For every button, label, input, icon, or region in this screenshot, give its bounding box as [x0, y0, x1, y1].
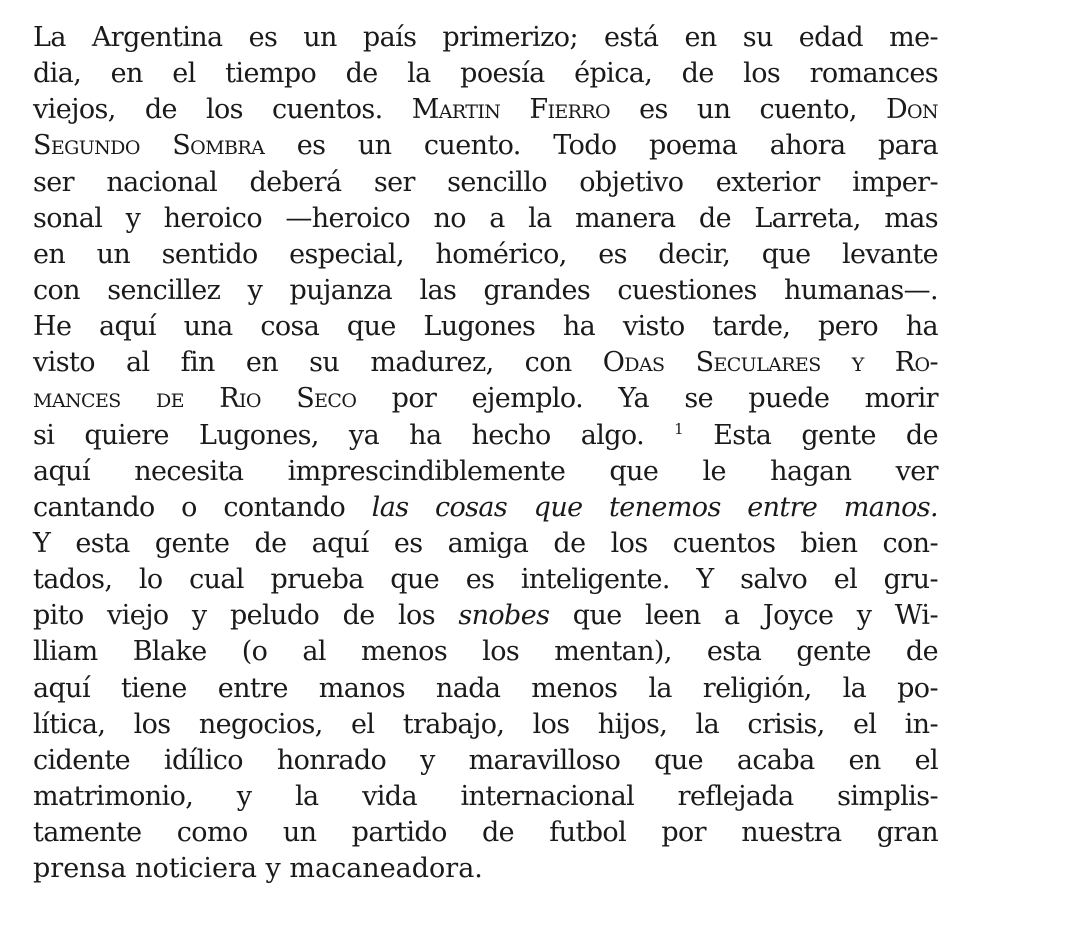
text-run: lítica, los negocios, el trabajo, los hijos, la crisis, el in-: [33, 708, 938, 740]
text-run: aquí tiene entre manos nada menos la religión, la po-: [33, 672, 938, 704]
text-run: La Argentina es un país primerizo; está en su edad me-: [33, 22, 938, 53]
small-caps-title: Segundo Sombra: [33, 130, 265, 162]
text-run: sonal y heroico —heroico no a la manera de Larreta, mas: [33, 202, 938, 234]
text-run: Y esta gente de aquí es amiga de los cuentos bien con-: [33, 527, 938, 559]
text-line: [33, 562, 938, 598]
footnote-marker: 1: [674, 419, 684, 438]
text-line: [33, 92, 938, 128]
text-run: en un sentido especial, homérico, es decir, que levante: [33, 238, 938, 270]
text-line: [33, 779, 938, 815]
text-run: prensa noticiera y macaneadora.: [33, 853, 483, 885]
text-line: [33, 56, 938, 92]
text-run: viejos, de los cuentos.: [33, 94, 412, 126]
body-paragraph: [33, 20, 938, 887]
text-line: [33, 851, 938, 887]
small-caps-title: Don: [885, 94, 938, 126]
text-run: pito viejo y peludo de los: [33, 600, 459, 632]
text-run: cidente idílico honrado y maravilloso que acaba en el: [33, 744, 938, 776]
italic-emphasis: las cosas que tenemos entre manos.: [371, 491, 938, 523]
text-run: es un cuento,: [610, 94, 886, 126]
text-line: [33, 671, 938, 707]
text-run: tamente como un partido de futbol por nuestra gran: [33, 817, 938, 849]
text-run: matrimonio, y la vida internacional reflejada simplis-: [33, 780, 938, 812]
text-run: si quiere Lugones, ya ha hecho algo.: [33, 419, 675, 451]
text-line: [33, 201, 938, 237]
text-line: [33, 309, 938, 345]
text-run: cantando o contando: [33, 491, 372, 523]
text-line: [33, 128, 938, 164]
text-run: por ejemplo. Ya se puede morir: [356, 383, 938, 415]
text-run: ser nacional deberá ser sencillo objetivo exterior imper-: [33, 166, 938, 198]
text-line: [33, 165, 938, 201]
small-caps-title: Odas Seculares y Ro-: [602, 347, 938, 379]
text-run: aquí necesita imprescindiblemente que le hagan ver: [33, 455, 938, 487]
text-line: [33, 526, 938, 562]
text-run: Esta gente de: [683, 419, 938, 451]
text-run: es un cuento. Todo poema ahora para: [264, 130, 938, 162]
text-run: dia, en el tiempo de la poesía épica, de los romances: [33, 58, 938, 90]
text-line: [33, 598, 938, 634]
text-line: [33, 707, 938, 743]
text-line: [33, 815, 938, 851]
text-run: con sencillez y pujanza las grandes cuestiones humanas—.: [33, 274, 938, 306]
small-caps-title: Martin Fierro: [411, 94, 611, 126]
text-run: que leen a Joyce y Wi-: [549, 600, 938, 632]
text-line: [33, 20, 938, 56]
italic-emphasis: snobes: [458, 600, 550, 632]
text-line: [33, 273, 938, 309]
small-caps-title: mances de Rio Seco: [33, 383, 357, 415]
text-run: lliam Blake (o al menos los mentan), esta gente de: [33, 636, 938, 668]
text-line: [33, 490, 938, 526]
text-line: [33, 634, 938, 670]
text-line: [33, 237, 938, 273]
text-run: tados, lo cual prueba que es inteligente. Y salvo el gru-: [33, 564, 938, 596]
text-line: [33, 381, 938, 417]
text-line: [33, 454, 938, 490]
text-line: [33, 418, 938, 454]
text-line: [33, 743, 938, 779]
text-run: visto al fin en su madurez, con: [33, 347, 603, 379]
text-run: He aquí una cosa que Lugones ha visto tarde, pero ha: [33, 311, 938, 343]
text-line: [33, 345, 938, 381]
